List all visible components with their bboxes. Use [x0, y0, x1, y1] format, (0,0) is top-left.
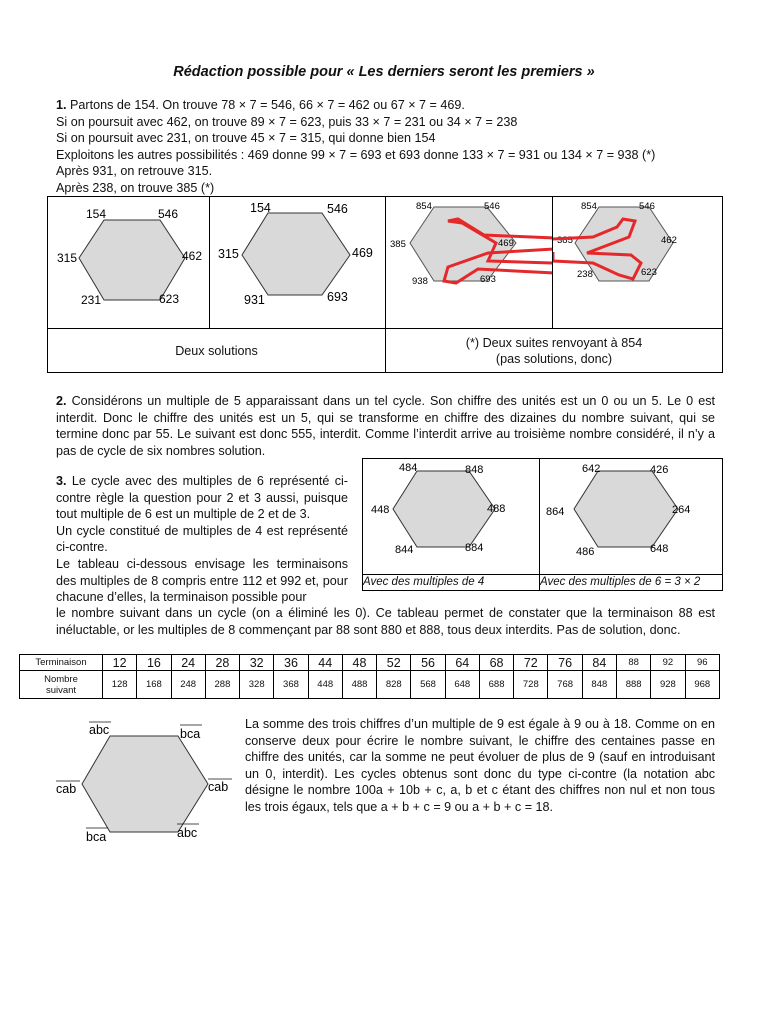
- suivant-cell: 888: [616, 671, 650, 699]
- terminaison-row: [20, 655, 720, 671]
- hex4-label-bottom-right: 623: [641, 267, 657, 278]
- hex-abc-label-top-left: abc: [89, 723, 110, 737]
- term-cell: 64: [445, 655, 479, 671]
- hex3-label-left: 385: [390, 239, 406, 250]
- suivant-cell: 128: [103, 671, 137, 699]
- hex1-label-left: 315: [57, 251, 78, 265]
- term-cell: 12: [103, 655, 137, 671]
- term-cell: 72: [514, 655, 548, 671]
- hex3-label-right: 469: [498, 238, 514, 249]
- suivant-cell: 928: [651, 671, 685, 699]
- hex3-label-top-left: 854: [416, 201, 432, 212]
- term-cell: 96: [685, 655, 719, 671]
- suivant-cell: 728: [514, 671, 548, 699]
- q3-paragraph-a: Le cycle avec des multiples de 6 représenté ci-contre règle la question pour 2 et 3 aussi, puisque tout multiple de 6 est un multiple de 2 et de 3.: [56, 474, 348, 522]
- hex1-label-top-right: 546: [158, 207, 179, 221]
- caption-multiples-4: Avec des multiples de 4: [363, 575, 540, 591]
- term-cell: 76: [548, 655, 582, 671]
- q3-text-left: [56, 473, 348, 606]
- q1-line-2: Si on poursuit avec 462, on trouve 89 × 7 = 623, puis 33 × 7 = 231 ou 34 × 7 = 238: [56, 114, 518, 129]
- hex4-label-bottom-left: 238: [577, 269, 593, 280]
- terminaison-table: [19, 654, 720, 699]
- hex-mult4-label-left: 448: [371, 504, 390, 516]
- q2-text: [56, 393, 715, 459]
- q1-number: 1.: [56, 98, 67, 112]
- hex3-label-top-right: 546: [484, 201, 500, 212]
- suivant-cell: 488: [342, 671, 376, 699]
- term-cell: 24: [171, 655, 205, 671]
- page-title: Rédaction possible pour « Les derniers seront les premiers »: [173, 64, 595, 80]
- term-cell: 56: [411, 655, 445, 671]
- suivant-cell: 648: [445, 671, 479, 699]
- suivant-cell: 368: [274, 671, 308, 699]
- hex3-label-bottom-left: 938: [412, 276, 428, 287]
- hexagon-diagram-1: [48, 197, 209, 328]
- hex1-label-right: 462: [182, 249, 203, 263]
- hex2-label-bottom-right: 693: [327, 290, 348, 304]
- suivant-cell: 568: [411, 671, 445, 699]
- hex-mult6-label-bottom-left: 486: [576, 546, 595, 558]
- term-cell: 44: [308, 655, 342, 671]
- q1-hexagon-table: [47, 196, 723, 373]
- term-cell: 28: [205, 655, 239, 671]
- hex1-label-bottom-left: 231: [81, 293, 102, 307]
- hex1-label-top-left: 154: [86, 207, 107, 221]
- hex-mult6-label-right: 264: [672, 504, 691, 516]
- hex-mult6-label-left: 864: [546, 506, 565, 518]
- hex2-label-top-right: 546: [327, 202, 348, 216]
- hex2-label-bottom-left: 931: [244, 293, 265, 307]
- q1-line-6: Après 238, on trouve 385 (*): [56, 180, 215, 195]
- suivant-cell: 248: [171, 671, 205, 699]
- suivant-header-line-1: Nombre: [44, 673, 78, 685]
- q9-paragraph: La somme des trois chiffres d’un multiple de 9 est égale à 9 ou à 18. Comme on en conserve deux pour écrire le nombre suivant, le chiffre des centaines passe en chiffre des unités, car la somme ne peut évoluer de plus de 9 (sauf en introduisant un 0, interdit). Les cycles obtenus sont donc du type ci-contre (la notation abc désigne le nombre 100a + 10b + c, a, b et c étant des chiffres non nul et non tous les trois égaux, tels que a + b + c = 9 ou a + b + c = 18.: [245, 717, 715, 814]
- term-cell: 32: [240, 655, 274, 671]
- hexagon-multiples-6: [540, 459, 722, 574]
- caption-star-line-2: (pas solutions, donc): [495, 351, 613, 366]
- hex3-label-bottom-right: 693: [480, 274, 496, 285]
- suivant-header: [20, 671, 103, 699]
- hex-abc-label-bottom-left: bca: [86, 830, 107, 844]
- q3-number: 3.: [56, 474, 67, 488]
- hex-mult4-label-top-right: 848: [465, 464, 484, 476]
- q2-paragraph: Considérons un multiple de 5 apparaissant dans un tel cycle. Son chiffre des unités est un 0 ou un 5. Le 0 est interdit. Donc le chiffre des unités est un 5, qui se transforme en chiffre des dizaines du nombre suivant, qui se termine donc par 55. Le suivant est donc 555, interdit. Comme l’interdit arrive au troisième nombre considéré, il n’y a pas de cycle de six nombres solution.: [56, 394, 715, 458]
- term-cell: 48: [342, 655, 376, 671]
- caption-star-line-1: (*) Deux suites renvoyant à 854: [465, 335, 643, 350]
- q9-text: [245, 716, 715, 816]
- q1-line-3: Si on poursuit avec 231, on trouve 45 × 7 = 315, qui donne bien 154: [56, 131, 436, 146]
- q1-text: [56, 97, 736, 197]
- q1-line-1: Partons de 154. On trouve 78 × 7 = 546, 66 × 7 = 462 ou 67 × 7 = 469.: [70, 98, 465, 112]
- hex4-label-right: 462: [661, 235, 677, 246]
- hex-mult4-label-right: 488: [487, 503, 506, 515]
- hexagon-diagram-2: [210, 197, 385, 328]
- hex4-label-left: 385: [557, 235, 573, 246]
- term-cell: 88: [616, 655, 650, 671]
- hex-mult6-label-top-left: 642: [582, 463, 601, 475]
- suivant-row: [20, 671, 720, 699]
- q3-text-bottom: [56, 605, 715, 638]
- q2-number: 2.: [56, 394, 67, 408]
- q1-line-4: Exploitons les autres possibilités : 469 donne 99 × 7 = 693 et 693 donne 133 × 7 = 931 ou 134 × 7 = 938 (*): [56, 147, 656, 162]
- q3-hexagon-table: [362, 458, 723, 591]
- hex-mult4-label-bottom-right: 884: [465, 542, 484, 554]
- suivant-header-line-2: suivant: [45, 684, 77, 696]
- suivant-cell: 848: [582, 671, 616, 699]
- term-cell: 92: [651, 655, 685, 671]
- suivant-cell: 968: [685, 671, 719, 699]
- hex-mult6-label-top-right: 426: [650, 464, 669, 476]
- hexagon-abc-diagram: [50, 716, 240, 846]
- caption-star-note: [386, 329, 723, 373]
- hex-mult4-label-top-left: 484: [399, 462, 418, 474]
- term-cell: 68: [479, 655, 513, 671]
- hexagon-diagram-3: [386, 197, 552, 328]
- terminaison-header: Terminaison: [20, 655, 103, 671]
- hex2-label-right: 469: [352, 246, 373, 260]
- hex1-label-bottom-right: 623: [159, 292, 180, 306]
- term-cell: 16: [137, 655, 171, 671]
- q1-line-5: Après 931, on retrouve 315.: [56, 164, 213, 179]
- hex3-cell: [386, 197, 553, 329]
- hex2-label-top-left: 154: [250, 201, 271, 215]
- hex4-label-top-right: 546: [639, 201, 655, 212]
- suivant-cell: 448: [308, 671, 342, 699]
- hex2-label-left: 315: [218, 247, 239, 261]
- caption-two-solutions: Deux solutions: [48, 329, 386, 373]
- hex1-cell: [48, 197, 210, 329]
- q3-paragraph-c: Le tableau ci-dessous envisage les terminaisons des multiples de 8 compris entre 112 et 992 et, pour chacune d’elles, la terminaison possible pour: [56, 556, 348, 605]
- q3-paragraph-b: Un cycle constitué de multiples de 4 est représenté ci-contre.: [56, 523, 348, 555]
- hex-abc-label-top-right: bca: [180, 727, 201, 741]
- suivant-cell: 168: [137, 671, 171, 699]
- hex-abc-label-left: cab: [56, 782, 77, 796]
- hex-mult4-cell: [363, 459, 540, 575]
- caption-multiples-6: Avec des multiples de 6 = 3 × 2: [540, 575, 723, 591]
- suivant-cell: 828: [377, 671, 411, 699]
- term-cell: 84: [582, 655, 616, 671]
- hex-abc-label-bottom-right: abc: [177, 826, 198, 840]
- term-cell: 52: [377, 655, 411, 671]
- hex-abc-label-right: cab: [208, 780, 229, 794]
- suivant-cell: 328: [240, 671, 274, 699]
- hexagon-diagram-4: [553, 197, 722, 328]
- hex-mult6-label-bottom-right: 648: [650, 543, 669, 555]
- q3-paragraph-d: le nombre suivant dans un cycle (on a éliminé les 0). Ce tableau permet de constater que la terminaison 88 est inéluctable, or les multiples de 8 commençant par 88 sont 880 et 888, tous deux interdits. Pas de solution, donc.: [56, 606, 715, 637]
- term-cell: 36: [274, 655, 308, 671]
- suivant-cell: 768: [548, 671, 582, 699]
- hexagon-multiples-4: [363, 459, 539, 574]
- suivant-cell: 288: [205, 671, 239, 699]
- suivant-cell: 688: [479, 671, 513, 699]
- hex-mult6-cell: [540, 459, 723, 575]
- hex4-label-top-left: 854: [581, 201, 597, 212]
- hex2-cell: [210, 197, 386, 329]
- hex4-cell: [553, 197, 723, 329]
- hex-mult4-label-bottom-left: 844: [395, 544, 414, 556]
